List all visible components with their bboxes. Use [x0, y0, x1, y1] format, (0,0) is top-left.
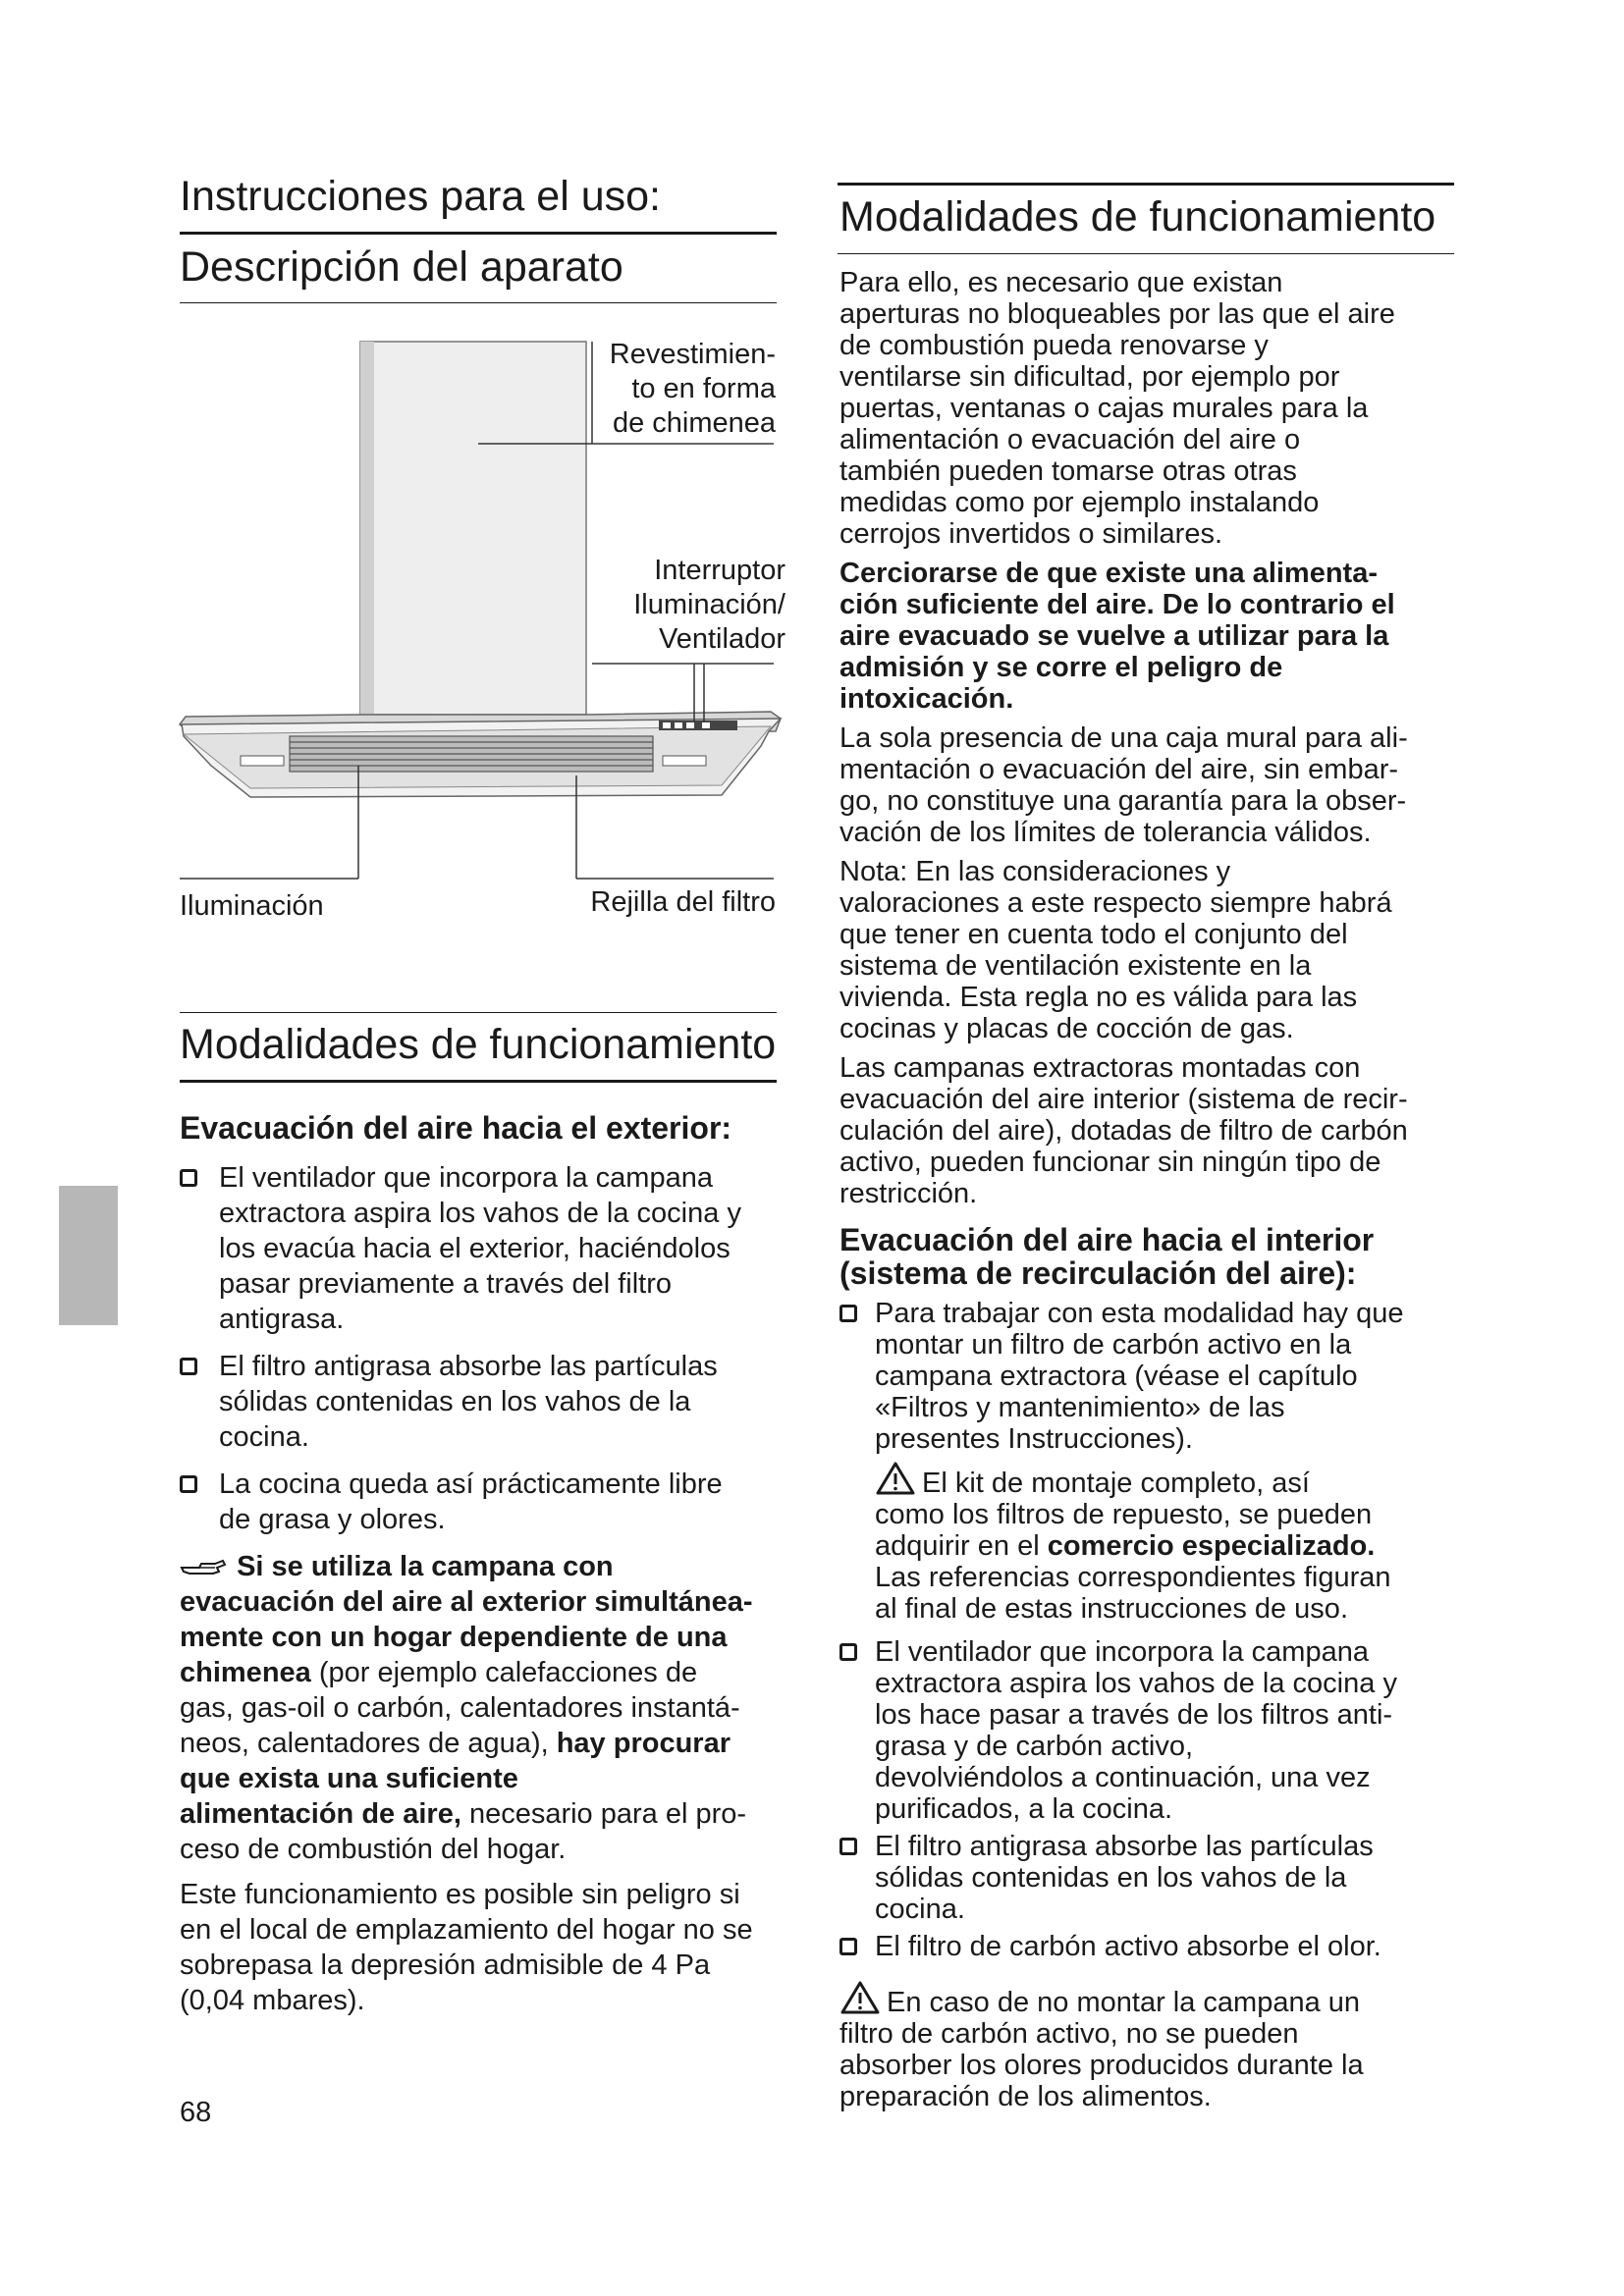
checkbox-bullet-icon [839, 1305, 857, 1322]
left-column-text [180, 1111, 798, 2018]
paragraph-note: Nota: En las consideraciones y valoraciones a este respecto siempre habrá que tener en cuenta todo el conjunto del sistema de ventilación existente en la vivienda. Esta regla no es válida para las cocinas y placas de cocción de gas. [839, 856, 1392, 1044]
bullet-item: La cocina queda así prácticamente libre de grasa y olores. [180, 1467, 798, 1537]
note-combustion: Si se utiliza la campana con evacuación del aire al exterior simultánea- mente con un hogar dependiente de una chimenea (por ejemplo calefacciones de gas, gas-oil o carbón, calentadores instantá- neos, calentadores de agua), hay procurar que exista una suficiente alimentación de aire, necesario para el pro- ceso de combustión del hogar. [180, 1551, 753, 1865]
section-title-description: Descripción del aparato [180, 243, 623, 291]
section-title-modes-left: Modalidades de funcionamiento [180, 1021, 777, 1068]
bullet-item: El filtro antigrasa absorbe las partículas sólidas contenidas en los vahos de la cocina. [839, 1831, 1458, 1925]
right-title-rule-top [838, 183, 1454, 186]
bullet-item: El ventilador que incorpora la campana extractora aspira los vahos de la cocina y los hace pasar a través de los filtros anti- grasa y de carbón activo, devolviéndolos a continuación, una vez purificados, a la cocina. [839, 1636, 1458, 1825]
paragraph-wall-box: La sola presencia de una caja mural para ali- mentación o evacuación del aire, sin embar- go, no constituye una garantía para la obser- vación de los límites de tolerancia válidos. [839, 722, 1408, 848]
bullet-item: El filtro antigrasa absorbe las partículas sólidas contenidas en los vahos de la cocina. [180, 1349, 798, 1455]
light-right [663, 756, 706, 766]
chimney-edge-shade [360, 342, 374, 715]
checkbox-bullet-icon [180, 1358, 197, 1375]
right-column-text [839, 267, 1458, 2124]
right-title-rule-bottom [838, 253, 1454, 254]
label-chimney-cover: Revestimien- to en forma de chimenea [609, 339, 776, 439]
section-title-modes-right: Modalidades de funcionamiento [839, 193, 1436, 240]
section-rule-top [180, 1012, 777, 1013]
paragraph-recirculation-hoods: Las campanas extractoras montadas con evacuación del aire interior (sistema de recir- culación del aire), dotadas de filtro de carbón activo, pueden funcionar sin ningún tipo de restricción. [839, 1052, 1408, 1209]
paragraph-combustion-limit: Este funcionamiento es posible sin peligro si en el local de emplazamiento del hogar no se sobrepasa la depresión admisible de 4 Pa (0,04 mbares). [180, 1879, 753, 2016]
page-title-instructions: Instrucciones para el uso: [180, 173, 661, 220]
warning-spare-parts: El kit de montaje completo, así como los filtros de repuesto, se pueden adquirir en el comercio especializado. Las referencias correspondientes figuran al final de estas instrucciones de uso. [839, 1461, 1458, 1625]
checkbox-bullet-icon [839, 1838, 857, 1855]
warning-no-carbon-filter: En caso de no montar la campana un filtro de carbón activo, no se pueden absorber los olores producidos durante la preparación de los alimentos. [839, 1980, 1458, 2112]
section-rule-bottom [180, 1080, 777, 1083]
filter-grille [290, 736, 653, 772]
bullet-item: Para trabajar con esta modalidad hay que montar un filtro de carbón activo en la campana extractora (véase el capítulo «Filtros y mantenimiento» de las presentes Instrucciones). [839, 1298, 1458, 1455]
checkbox-bullet-icon [839, 1938, 857, 1955]
label-switch: Interruptor Iluminación/ Ventilador [633, 555, 785, 655]
section-thumb-tab [59, 1186, 118, 1325]
label-filter-grille: Rejilla del filtro [590, 886, 776, 918]
checkbox-bullet-icon [180, 1475, 197, 1493]
bullet-item: El filtro de carbón activo absorbe el olor. [839, 1931, 1458, 1962]
page-number: 68 [180, 2097, 212, 2128]
bullet-item: El ventilador que incorpora la campana extractora aspira los vahos de la cocina y los evacúa hacia el exterior, haciéndolos pasar previamente a través del filtro antigrasa. [180, 1160, 798, 1337]
light-left [241, 756, 284, 766]
subheading-exterior: Evacuación del aire hacia el exterior: [180, 1110, 732, 1146]
warning-triangle-icon [875, 1461, 916, 1496]
paragraph-openings: Para ello, es necesario que existan aperturas no bloqueables por las que el aire de combustión pueda renovarse y ventilarse sin dificultad, por ejemplo por puertas, ventanas o cajas murales para la alimentación o evacuación del aire o también pueden tomarse otras otras medidas como por ejemplo instalando cerrojos invertidos o similares. [839, 267, 1395, 550]
label-lighting: Iluminación [180, 890, 324, 922]
checkbox-bullet-icon [839, 1643, 857, 1661]
warning-triangle-icon [839, 1980, 881, 2015]
pointing-hand-icon [180, 1556, 229, 1577]
title-rule [180, 232, 777, 235]
section-rule [180, 302, 777, 303]
checkbox-bullet-icon [180, 1169, 197, 1187]
subheading-interior: Evacuación del aire hacia el interior (sistema de recirculación del aire): [839, 1222, 1375, 1291]
paragraph-warning-air-supply: Cerciorarse de que existe una alimenta- ción suficiente del aire. De lo contrario el aire evacuado se vuelve a utilizar para la admisión y se corre el peligro de intoxicación. [839, 558, 1395, 715]
